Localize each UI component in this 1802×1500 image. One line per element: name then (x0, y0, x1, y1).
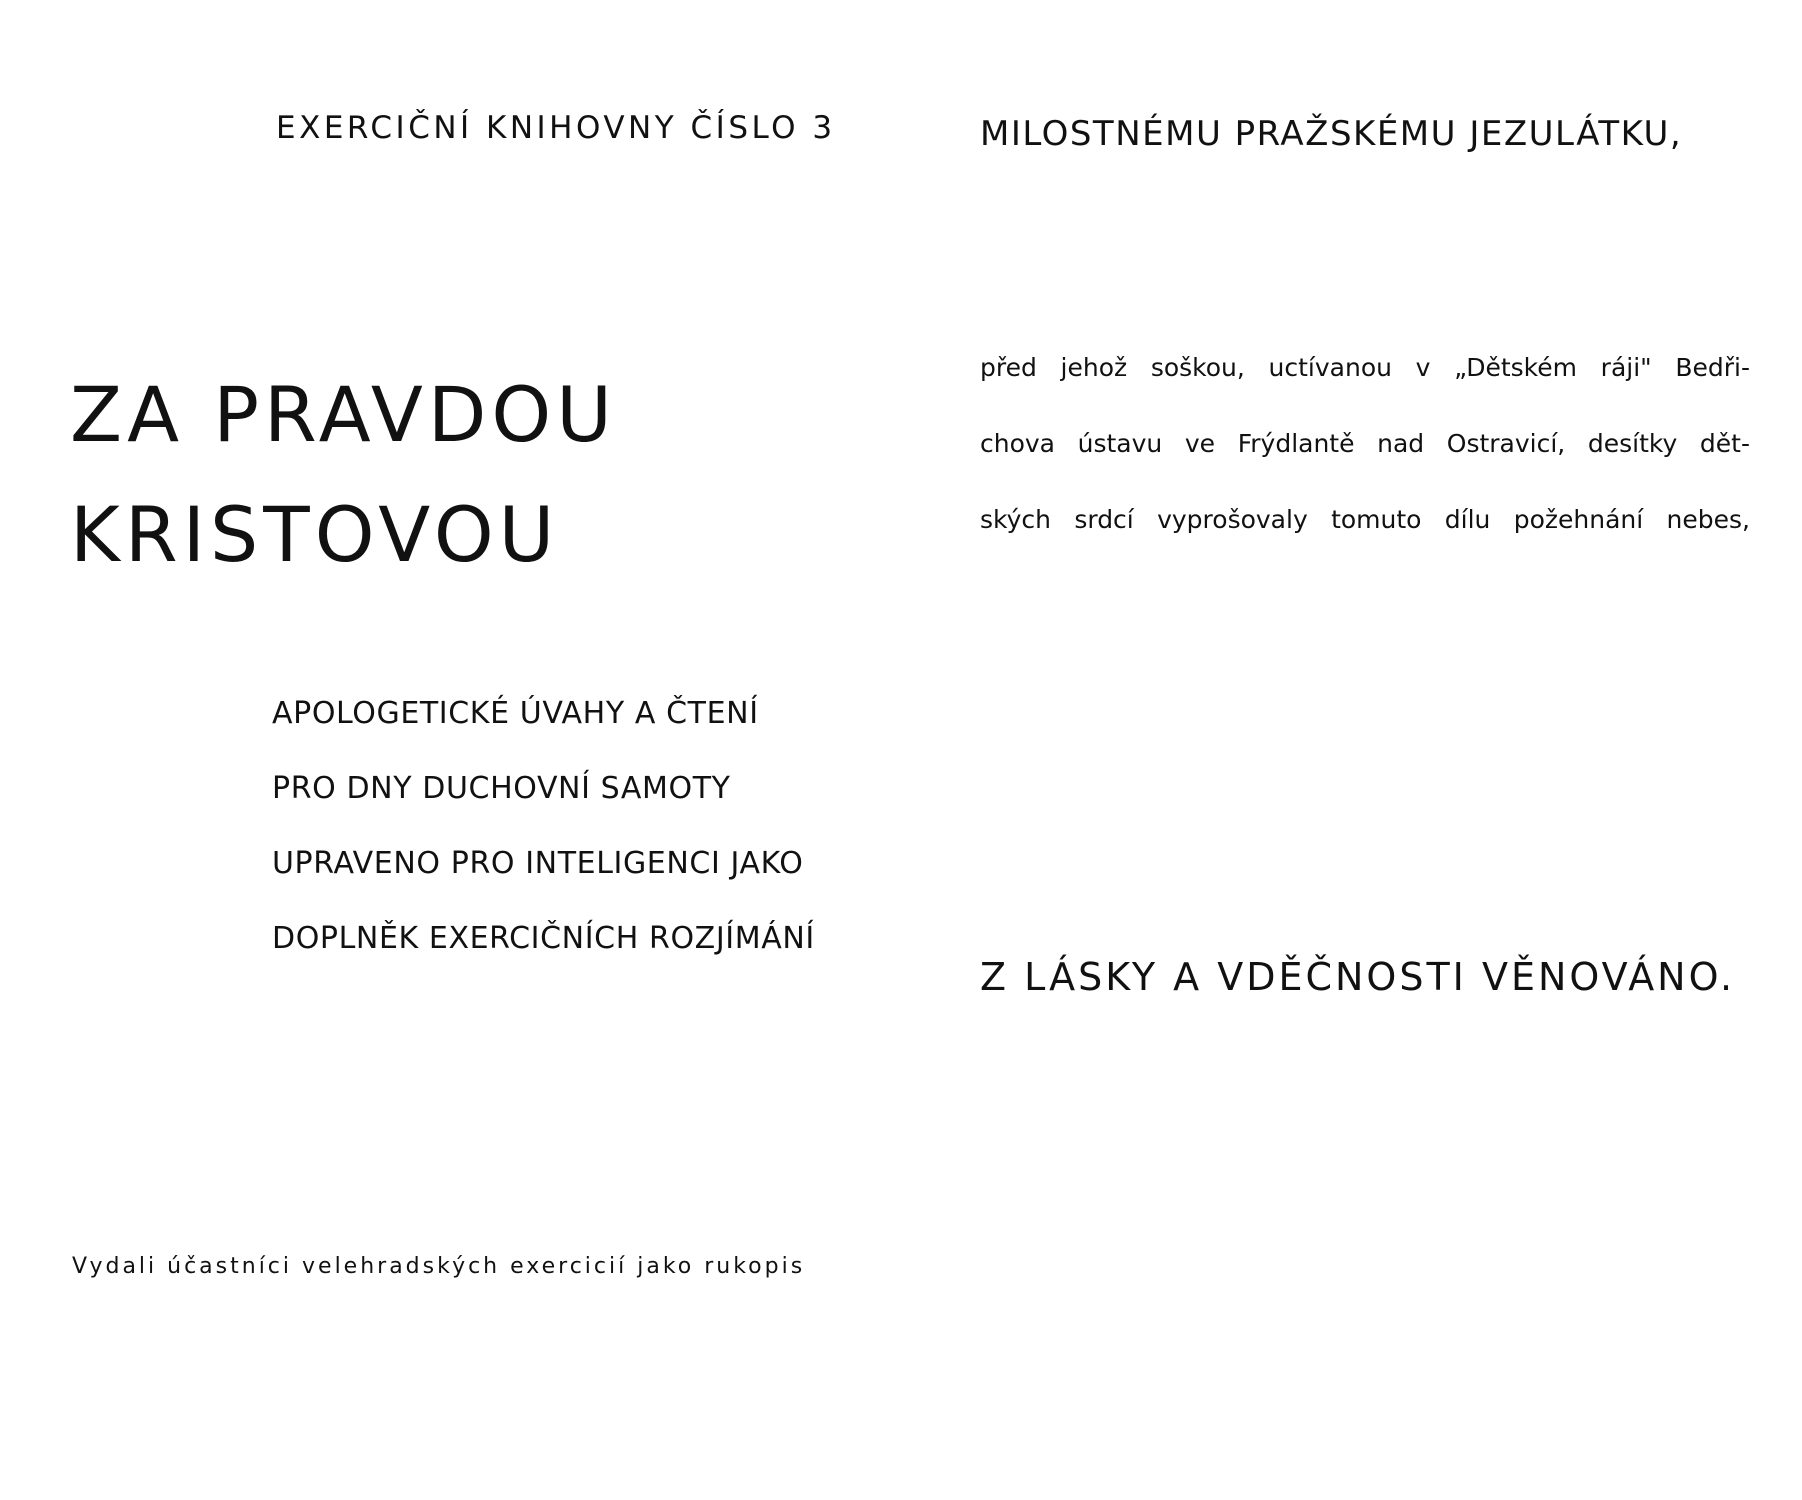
subtitle-line: APOLOGETICKÉ ÚVAHY A ČTENÍ (272, 696, 759, 731)
series-label: EXERCIČNÍ KNIHOVNY ČÍSLO 3 (276, 110, 836, 146)
subtitle-line: PRO DNY DUCHOVNÍ SAMOTY (272, 771, 731, 806)
subtitle-line: DOPLNĚK EXERCIČNÍCH ROZJÍMÁNÍ (272, 921, 815, 956)
dedication-heading: MILOSTNÉMU PRAŽSKÉMU JEZULÁTKU, (980, 114, 1683, 154)
book-subtitle (272, 676, 815, 976)
book-title-line: KRISTOVOU (70, 490, 560, 579)
dedication-line: před jehož soškou, uctívanou v „Dětském ráji" Bedři- (980, 353, 1750, 382)
subtitle-line: UPRAVENO PRO INTELIGENCI JAKO (272, 846, 804, 881)
book-title (70, 355, 617, 595)
dedication-text (980, 330, 1750, 558)
dedication-line: ských srdcí vyprošovaly tomuto dílu požehnání nebes, (980, 505, 1750, 534)
right-page (901, 0, 1802, 1500)
publisher-note: Vydali účastníci velehradských exercicií jako rukopis (72, 1254, 806, 1279)
book-title-line: ZA PRAVDOU (70, 370, 617, 459)
dedication-line: chova ústavu ve Frýdlantě nad Ostravicí, desítky dět- (980, 429, 1750, 458)
dedication-closing: Z LÁSKY A VDĚČNOSTI VĚNOVÁNO. (980, 955, 1736, 999)
